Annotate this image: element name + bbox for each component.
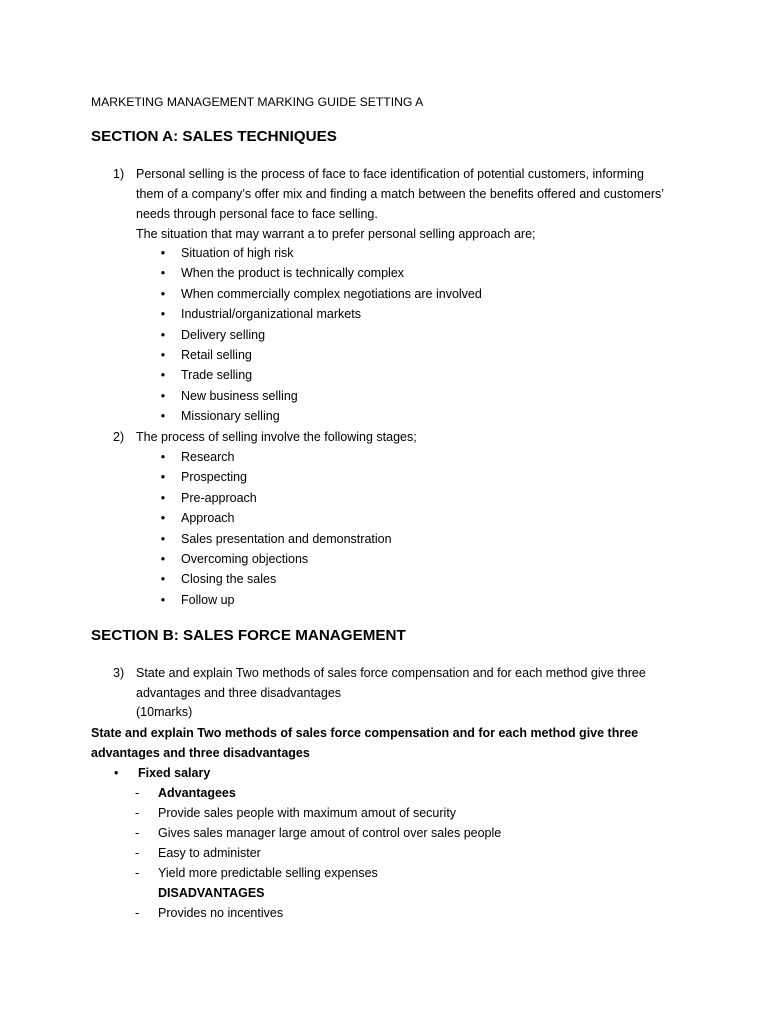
bullet-icon: •	[160, 490, 166, 505]
advantage-item	[135, 843, 261, 863]
bullet-icon: •	[160, 368, 166, 383]
question-2-text-line: The process of selling involve the following stages;	[136, 430, 417, 444]
advantage-item	[135, 863, 378, 883]
question-1-text-line: Personal selling is the process of face to face identification of potential customers, informing	[136, 167, 644, 181]
list-item-text: Situation of high risk	[181, 246, 294, 260]
dash-icon: -	[135, 846, 140, 860]
list-item-text: New business selling	[181, 388, 298, 403]
bullet-icon: •	[160, 531, 166, 546]
advantage-text: Provide sales people with maximum amout of security	[158, 806, 457, 820]
list-item-text: Trade selling	[181, 368, 253, 383]
list-item	[159, 386, 482, 406]
dash-icon: -	[135, 906, 140, 920]
question-2-bullet-list	[159, 447, 392, 610]
list-item	[159, 304, 482, 324]
list-item	[159, 467, 392, 487]
list-item-text: Retail selling	[181, 347, 252, 362]
question-1-text-line: them of a company’s offer mix and finding a match between the benefits offered and customers’	[136, 187, 665, 201]
list-item-text: Missionary selling	[181, 409, 280, 424]
dash-icon: -	[135, 866, 140, 880]
question-3-text-line: State and explain Two methods of sales force compensation and for each method give three	[136, 666, 646, 680]
list-item-text: Overcoming objections	[181, 551, 309, 566]
list-item-text: When commercially complex negotiations are involved	[181, 286, 482, 301]
list-item	[159, 243, 482, 263]
list-item-text: Delivery selling	[181, 327, 266, 342]
list-item	[159, 263, 482, 283]
list-item-text: Pre-approach	[181, 490, 257, 505]
bullet-icon: •	[160, 286, 166, 301]
list-item-text: Approach	[181, 511, 235, 526]
bullet-icon: •	[160, 551, 166, 566]
question-1-text-line: needs through personal face to face selling.	[136, 207, 378, 221]
list-item	[159, 590, 392, 610]
method-label: Fixed salary	[138, 766, 211, 780]
list-item	[159, 365, 482, 385]
advantage-text: Gives sales manager large amout of control over sales people	[158, 826, 502, 840]
bullet-icon: •	[160, 572, 166, 587]
list-item	[159, 345, 482, 365]
list-item-text: Prospecting	[181, 470, 248, 485]
section-a-heading: SECTION A: SALES TECHNIQUES	[91, 128, 337, 145]
question-3-marks: (10marks)	[136, 705, 193, 719]
list-item	[159, 508, 392, 528]
list-item-text: Sales presentation and demonstration	[181, 531, 392, 546]
disadvantage-item	[135, 903, 283, 923]
list-item	[159, 569, 392, 589]
bullet-icon: •	[160, 347, 166, 362]
list-item	[159, 488, 392, 508]
bullet-icon: •	[160, 266, 166, 281]
section-b-heading: SECTION B: SALES FORCE MANAGEMENT	[91, 627, 406, 644]
bullet-icon: •	[160, 470, 166, 485]
disadvantages-label: DISADVANTAGES	[158, 886, 265, 900]
list-item	[159, 549, 392, 569]
dash-icon: -	[135, 786, 140, 800]
bullet-icon: •	[160, 450, 166, 464]
list-item	[159, 284, 482, 304]
list-item-text: Follow up	[181, 592, 235, 607]
advantage-text: Yield more predictable selling expenses	[158, 866, 378, 880]
question-1-number: 1)	[113, 167, 125, 181]
dash-icon: -	[135, 826, 140, 840]
document-title: MARKETING MANAGEMENT MARKING GUIDE SETTING A	[91, 95, 424, 109]
list-item	[159, 325, 482, 345]
list-item	[159, 447, 392, 467]
bullet-icon: •	[160, 511, 166, 526]
question-1-text-line: The situation that may warrant a to prefer personal selling approach are;	[136, 227, 536, 241]
advantage-item	[135, 803, 456, 823]
answer-heading-line: advantages and three disadvantages	[91, 746, 310, 760]
advantages-label: Advantagees	[158, 786, 236, 800]
question-3-number: 3)	[113, 666, 125, 680]
bullet-icon: •	[114, 766, 119, 780]
list-item-text: Industrial/organizational markets	[181, 307, 361, 322]
bullet-icon: •	[160, 409, 166, 424]
bullet-icon: •	[160, 307, 166, 322]
question-3-text-line: advantages and three disadvantages	[136, 686, 342, 700]
bullet-icon: •	[160, 327, 166, 342]
bullet-icon: •	[160, 246, 166, 260]
list-item-text: Research	[181, 450, 235, 464]
bullet-icon: •	[160, 592, 166, 607]
question-2-number: 2)	[113, 430, 125, 444]
question-1-bullet-list	[159, 243, 482, 427]
answer-heading-line: State and explain Two methods of sales force compensation and for each method give three	[91, 726, 639, 740]
disadvantage-text: Provides no incentives	[158, 906, 284, 920]
list-item	[159, 529, 392, 549]
list-item	[159, 406, 482, 426]
advantage-text: Easy to administer	[158, 846, 261, 860]
dash-icon: -	[135, 806, 140, 820]
list-item-text: When the product is technically complex	[181, 266, 405, 281]
bullet-icon: •	[160, 388, 166, 403]
list-item-text: Closing the sales	[181, 572, 277, 587]
advantage-item	[135, 823, 501, 843]
method-fixed-salary	[114, 763, 210, 783]
advantages-heading	[135, 783, 236, 803]
